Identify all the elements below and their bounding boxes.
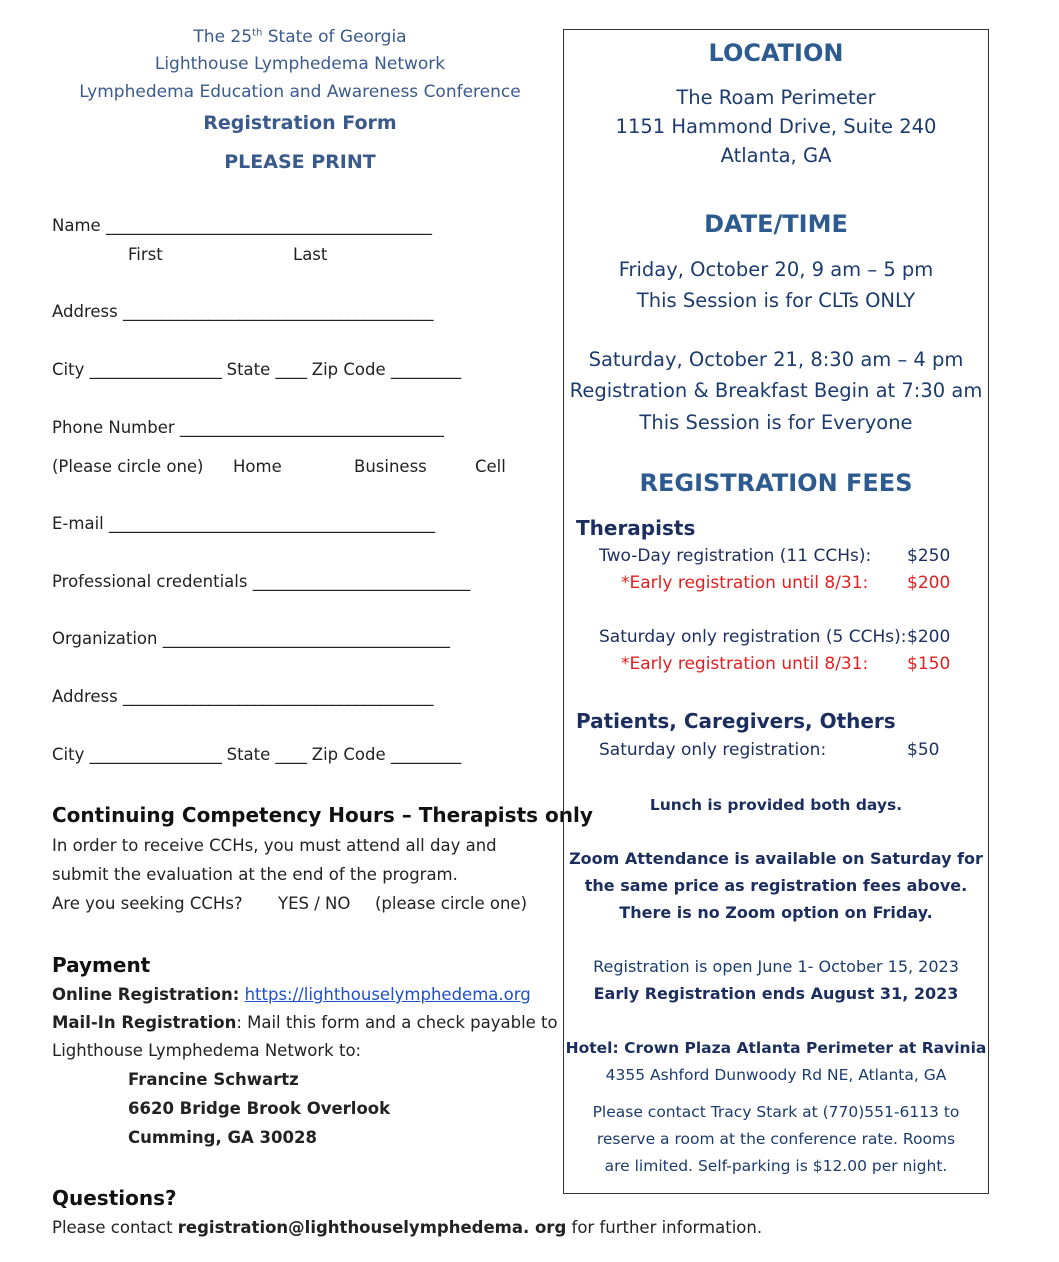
two-day-label: Two-Day registration (11 CCHs): (599, 546, 872, 566)
phone-label: Phone Number (52, 418, 175, 437)
location-street: 1151 Hammond Drive, Suite 240 (615, 115, 937, 138)
credentials-label: Professional credentials (52, 572, 248, 591)
friday-session: Friday, October 20, 9 am – 5 pm (618, 258, 934, 281)
cch-line2: submit the evaluation at the end of the program. (52, 865, 458, 884)
name-blank[interactable]: __________________________________________ (105, 216, 432, 235)
name-label: Name (52, 216, 101, 235)
organization-field[interactable] (52, 629, 450, 648)
datetime-title: DATE/TIME (704, 210, 848, 238)
zip2-label: Zip Code (311, 745, 386, 764)
state2-blank[interactable]: ____ (275, 745, 307, 764)
first-caption: First (128, 245, 163, 264)
zoom-line1: Zoom Attendance is available on Saturday for (569, 849, 983, 868)
city2-label: City (52, 745, 85, 764)
location-venue: The Roam Perimeter (676, 86, 876, 109)
name-field[interactable] (52, 216, 431, 235)
mail-addr-name: Francine Schwartz (128, 1070, 299, 1089)
mail-in-label: Mail-In Registration (52, 1013, 237, 1032)
conference-state: The 25th State of Georgia (193, 27, 407, 47)
address2-blank[interactable]: ________________________________________ (122, 687, 433, 706)
questions-text: Please contact registration@lighthouselymphedema. org for further information. (52, 1218, 763, 1237)
online-registration-link[interactable]: https://lighthouselymphedema.org (244, 985, 531, 1004)
early1-label: *Early registration until 8/31: (621, 573, 869, 593)
address2-label: Address (52, 687, 118, 706)
hotel-contact-line1: Please contact Tracy Stark at (770)551-6113 to (592, 1103, 960, 1121)
hotel-contact-line3: are limited. Self-parking is $12.00 per night. (604, 1157, 948, 1175)
state2-label: State (226, 745, 271, 764)
phone-type-business[interactable]: Business (354, 457, 427, 476)
payment-title: Payment (52, 953, 151, 977)
organization-blank[interactable]: _____________________________________ (162, 629, 450, 648)
mail-addr-city: Cumming, GA 30028 (128, 1128, 317, 1147)
email-field[interactable] (52, 514, 434, 533)
organization-label: Organization (52, 629, 158, 648)
phone-type-cell[interactable]: Cell (475, 457, 506, 476)
email-blank[interactable]: __________________________________________ (108, 514, 435, 533)
phone-type-home[interactable]: Home (233, 457, 282, 476)
address2-field[interactable] (52, 687, 433, 706)
cch-yes-no-options[interactable]: YES / NO (278, 894, 351, 913)
mail-in-text: : Mail this form and a check payable to (236, 1013, 558, 1032)
registration-email[interactable]: registration@lighthouselymphedema. org (177, 1218, 567, 1237)
credentials-field[interactable] (52, 572, 470, 591)
saturday-fee-price: $200 (907, 627, 951, 647)
patients-heading: Patients, Caregivers, Others (576, 709, 896, 733)
friday-note: This Session is for CLTs ONLY (636, 289, 916, 312)
last-caption: Last (293, 245, 328, 264)
early1-price: $200 (907, 573, 951, 593)
state-label: State (226, 360, 271, 379)
info-panel (563, 29, 989, 1194)
saturday-fee-label: Saturday only registration (5 CCHs): (599, 627, 907, 647)
city2-state-zip-row[interactable] (52, 745, 461, 764)
questions-title: Questions? (52, 1186, 177, 1210)
saturday-note: This Session is for Everyone (639, 411, 913, 434)
cch-line1: In order to receive CCHs, you must attend all day and (52, 836, 497, 855)
network-name: Lighthouse Lymphedema Network (154, 54, 446, 74)
address-blank[interactable]: ________________________________________ (122, 302, 433, 321)
hotel-contact-line2: reserve a room at the conference rate. Rooms (596, 1130, 956, 1148)
cch-title: Continuing Competency Hours – Therapists only (52, 803, 593, 827)
location-title: LOCATION (708, 39, 844, 67)
conference-name: Lymphedema Education and Awareness Conference (79, 82, 521, 102)
early-registration-end: Early Registration ends August 31, 2023 (593, 984, 959, 1003)
phone-blank[interactable]: __________________________________ (179, 418, 444, 437)
city-label: City (52, 360, 85, 379)
early2-label: *Early registration until 8/31: (621, 654, 869, 674)
patients-price: $50 (907, 740, 940, 760)
city2-blank[interactable]: _________________ (89, 745, 222, 764)
two-day-price: $250 (907, 546, 951, 566)
zip2-blank[interactable]: _________ (390, 745, 461, 764)
saturday-breakfast: Registration & Breakfast Begin at 7:30 am (569, 379, 983, 402)
print-note: PLEASE PRINT (224, 151, 376, 173)
online-registration-row (52, 985, 531, 1004)
form-title: Registration Form (203, 112, 397, 134)
early2-price: $150 (907, 654, 951, 674)
zoom-line3: There is no Zoom option on Friday. (619, 903, 933, 922)
hotel-name: Hotel: Crown Plaza Atlanta Perimeter at Ravinia (565, 1039, 987, 1057)
hotel-address: 4355 Ashford Dunwoody Rd NE, Atlanta, GA (605, 1066, 947, 1084)
phone-field[interactable] (52, 418, 443, 437)
location-city: Atlanta, GA (720, 144, 832, 167)
city-state-zip-row[interactable] (52, 360, 461, 379)
mail-addr-street: 6620 Bridge Brook Overlook (128, 1099, 391, 1118)
email-label: E-mail (52, 514, 104, 533)
online-registration-label: Online Registration: (52, 985, 240, 1004)
registration-open: Registration is open June 1- October 15, 2023 (593, 957, 959, 976)
address-label: Address (52, 302, 118, 321)
therapists-heading: Therapists (576, 516, 696, 540)
mail-in-text2: Lighthouse Lymphedema Network to: (52, 1041, 362, 1060)
zip-blank[interactable]: _________ (390, 360, 461, 379)
mail-in-row (52, 1013, 558, 1032)
zoom-line2: the same price as registration fees above. (584, 876, 968, 895)
lunch-note: Lunch is provided both days. (649, 796, 903, 814)
fees-title: REGISTRATION FEES (639, 469, 913, 497)
address-field[interactable] (52, 302, 433, 321)
cch-circle-note: (please circle one) (375, 894, 528, 913)
circle-note: (Please circle one) (52, 457, 204, 476)
city-blank[interactable]: _________________ (89, 360, 222, 379)
credentials-blank[interactable]: ____________________________ (252, 572, 470, 591)
state-blank[interactable]: ____ (275, 360, 307, 379)
patients-label: Saturday only registration: (599, 740, 827, 760)
zip-label: Zip Code (311, 360, 386, 379)
cch-question: Are you seeking CCHs? (52, 894, 243, 913)
saturday-session: Saturday, October 21, 8:30 am – 4 pm (588, 348, 964, 371)
